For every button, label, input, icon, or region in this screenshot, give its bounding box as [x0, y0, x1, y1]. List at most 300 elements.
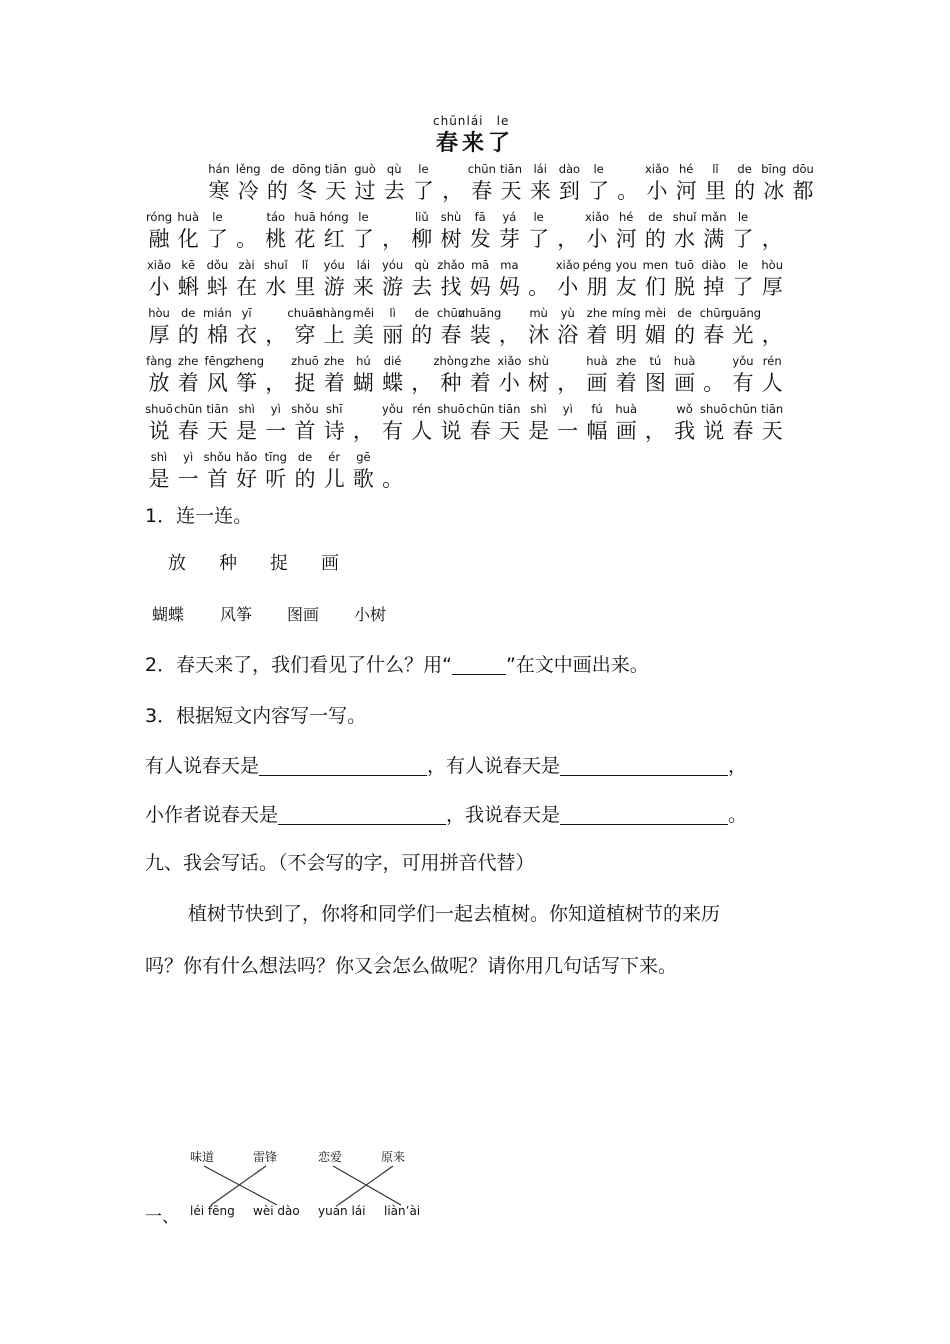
hanzi: 冬 [296, 179, 318, 203]
hanzi: 掉 [703, 275, 725, 299]
hanzi: 的 [411, 323, 433, 347]
passage-line [0, 210, 950, 258]
pinyin: chūn [436, 306, 466, 320]
pinyin: yá [502, 210, 517, 224]
hanzi: 一 [557, 419, 579, 443]
hanzi: ， [761, 227, 783, 251]
title-pinyin-1: chūn [433, 114, 467, 128]
blank-2[interactable] [560, 755, 728, 776]
hanzi: 着 [615, 371, 637, 395]
pinyin: fā [474, 210, 486, 224]
pinyin: de [414, 306, 429, 320]
pinyin: de [648, 210, 663, 224]
pinyin: zhe [323, 354, 345, 368]
hanzi: 了 [528, 227, 550, 251]
hanzi: ， [557, 227, 579, 251]
q3-line2-b: ，我说春天是 [446, 804, 561, 826]
pinyin: hòu [761, 258, 783, 272]
char-cell [320, 402, 348, 450]
hanzi: 听 [265, 467, 287, 491]
pinyin: chuān [287, 306, 323, 320]
pinyin: hóng [319, 210, 349, 224]
hanzi: 明 [615, 323, 637, 347]
q3-line1-c: ， [728, 755, 748, 777]
pinyin: yī [241, 306, 252, 320]
pinyin: rén [412, 402, 432, 416]
hanzi: ， [265, 323, 287, 347]
hanzi: 了 [206, 227, 228, 251]
hanzi: 有 [732, 371, 754, 395]
hanzi: 着 [469, 371, 491, 395]
char-cell [229, 354, 265, 402]
hanzi: 天 [498, 419, 520, 443]
char-cell [409, 162, 437, 210]
hanzi: 花 [294, 227, 316, 251]
pinyin: yì [183, 450, 194, 464]
hanzi: 树 [528, 371, 550, 395]
hanzi: ， [498, 323, 520, 347]
hanzi: 在 [236, 275, 258, 299]
hanzi: 红 [323, 227, 345, 251]
hanzi: ， [352, 419, 374, 443]
pinyin: shì [238, 402, 255, 416]
hanzi: 小 [557, 275, 579, 299]
pinyin: tīng [264, 450, 287, 464]
pinyin: shuǐ [263, 258, 288, 272]
passage-line [0, 354, 950, 402]
hanzi: 种 [440, 371, 462, 395]
pinyin: kē [181, 258, 196, 272]
char-cell [459, 306, 502, 354]
pinyin: yì [562, 402, 573, 416]
line-3 [333, 1166, 401, 1205]
hanzi: 小 [586, 227, 608, 251]
hanzi: ， [442, 179, 464, 203]
passage-line [0, 450, 950, 498]
pinyin: hán [208, 162, 230, 176]
q3-line1-a: 有人说春天是 [145, 755, 260, 777]
pinyin: qù [414, 258, 430, 272]
hanzi: ， [557, 371, 579, 395]
hanzi: 水 [265, 275, 287, 299]
answer-pinyin-4: liàn’ài [384, 1204, 421, 1218]
hanzi: 浴 [557, 323, 579, 347]
hanzi: 去 [411, 275, 433, 299]
hanzi: 画 [615, 419, 637, 443]
pinyin: le [737, 258, 749, 272]
hanzi: 们 [644, 275, 666, 299]
pinyin: shì [150, 450, 168, 464]
pinyin: you [615, 258, 637, 272]
pinyin: fēng [204, 354, 231, 368]
connection-lines [0, 1140, 950, 1230]
hanzi: 天 [325, 179, 347, 203]
hanzi: 天 [500, 179, 522, 203]
pinyin: yǒu [382, 402, 404, 416]
hanzi: 冷 [237, 179, 259, 203]
pinyin: huà [586, 354, 608, 368]
pinyin: tiān [324, 162, 347, 176]
pinyin: chūn [467, 162, 496, 176]
hanzi: 丽 [382, 323, 404, 347]
pinyin: xiǎo [146, 258, 172, 272]
char-cell [671, 354, 699, 402]
answer-word-1: 味道 [190, 1150, 215, 1164]
pinyin: hú [356, 354, 371, 368]
q3-line2-a: 小作者说春天是 [145, 804, 279, 826]
hanzi: 天 [206, 419, 228, 443]
hanzi: 人 [411, 419, 433, 443]
pinyin: le [358, 210, 369, 224]
pinyin: men [642, 258, 669, 272]
passage-line [0, 258, 950, 306]
pinyin: mù [529, 306, 548, 320]
line-1 [204, 1166, 277, 1205]
pinyin: bīng [761, 162, 787, 176]
pinyin: de [737, 162, 752, 176]
hanzi: 了 [732, 227, 754, 251]
hanzi: 蝌 [177, 275, 199, 299]
q2 [145, 651, 649, 679]
q3-line2 [145, 801, 747, 829]
hanzi: 发 [469, 227, 491, 251]
hanzi: ， [265, 371, 287, 395]
noun-2: 风筝 [220, 605, 253, 624]
q1-nouns [152, 604, 386, 626]
pinyin: le [593, 162, 604, 176]
pinyin: shì [530, 402, 547, 416]
hanzi: 桃 [265, 227, 287, 251]
pinyin: tuō [675, 258, 695, 272]
pinyin: de [270, 162, 285, 176]
pinyin: shuǐ [672, 210, 697, 224]
pinyin: hé [679, 162, 694, 176]
hanzi: 儿 [323, 467, 345, 491]
q1-label: 1．连一连。 [145, 505, 253, 527]
hanzi: 的 [644, 227, 666, 251]
hanzi: 游 [323, 275, 345, 299]
hanzi: 满 [703, 227, 725, 251]
hanzi: 蝴 [352, 371, 374, 395]
hanzi: 朋 [586, 275, 608, 299]
pinyin: shǒu [203, 450, 232, 464]
answer-label: 一、 [145, 1207, 179, 1227]
pinyin: xiǎo [584, 210, 610, 224]
hanzi: 捉 [294, 371, 316, 395]
hanzi: 着 [177, 371, 199, 395]
pinyin: péng [582, 258, 612, 272]
hanzi: 。 [617, 179, 639, 203]
passage-line [0, 306, 950, 354]
q3-line1 [145, 752, 747, 780]
pinyin: chūn [466, 402, 495, 416]
pinyin: dié [383, 354, 402, 368]
hanzi: 厚 [148, 323, 170, 347]
pinyin: guò [354, 162, 376, 176]
q3-line2-c: 。 [728, 804, 748, 826]
hanzi: 媚 [644, 323, 666, 347]
passage-line [0, 402, 950, 450]
q9-label: 九、我会写话。（不会写的字，可用拼音代替） [145, 852, 535, 874]
char-cell [203, 210, 231, 258]
hanzi: 春 [732, 419, 754, 443]
pinyin: de [677, 306, 692, 320]
pinyin: diào [701, 258, 727, 272]
hanzi: 好 [236, 467, 258, 491]
hanzi: 妈 [469, 275, 491, 299]
hanzi: 春 [469, 419, 491, 443]
hanzi: 的 [294, 467, 316, 491]
hanzi: 柳 [411, 227, 433, 251]
pinyin: mèi [644, 306, 667, 320]
pinyin: shù [440, 210, 462, 224]
pinyin: zhe [177, 354, 199, 368]
answer-word-4: 原来 [381, 1150, 406, 1164]
pinyin: zhe [586, 306, 608, 320]
hanzi: 的 [734, 179, 756, 203]
hanzi: 美 [352, 323, 374, 347]
answer-word-2: 雷锋 [253, 1150, 278, 1164]
hanzi: 脱 [674, 275, 696, 299]
pinyin: yǒu [732, 354, 754, 368]
hanzi: 沐 [528, 323, 550, 347]
pinyin: hé [619, 210, 634, 224]
hanzi: 妈 [498, 275, 520, 299]
hanzi: 。 [382, 467, 404, 491]
pinyin: zhuāng [459, 306, 502, 320]
hanzi: 上 [323, 323, 345, 347]
q2-underline-sample [452, 654, 506, 675]
passage-title: 春来了 [435, 131, 514, 156]
hanzi: 了 [412, 179, 434, 203]
verb-1: 放 [168, 553, 186, 574]
hanzi: 厚 [761, 275, 783, 299]
q2-before: 2．春天来了，我们看见了什么？用“ [145, 654, 452, 676]
pinyin: tiān [499, 162, 523, 176]
hanzi: 的 [674, 323, 696, 347]
noun-3: 图画 [287, 605, 320, 624]
hanzi: 是 [528, 419, 550, 443]
hanzi: 寒 [208, 179, 230, 203]
hanzi: 河 [615, 227, 637, 251]
pinyin: róng [145, 210, 173, 224]
pinyin: dào [558, 162, 581, 176]
hanzi: 春 [703, 323, 725, 347]
hanzi: 都 [792, 179, 814, 203]
pinyin: yóu [323, 258, 345, 272]
line-2 [211, 1166, 266, 1205]
hanzi: 我 [674, 419, 696, 443]
hanzi: ， [761, 323, 783, 347]
hanzi: 来 [529, 179, 551, 203]
hanzi: 去 [383, 179, 405, 203]
hanzi: 光 [732, 323, 754, 347]
pinyin: chūn [728, 402, 758, 416]
hanzi: 里 [704, 179, 726, 203]
hanzi: 的 [266, 179, 288, 203]
q3-label: 3．根据短文内容写一写。 [145, 705, 367, 727]
q9-body-2: 吗？你有什么想法吗？你又会怎么做呢？请你用几句话写下来。 [145, 955, 678, 977]
title-pinyin-3: le [496, 114, 510, 128]
hanzi: 过 [354, 179, 376, 203]
pinyin: ér [328, 450, 341, 464]
pinyin: dōu [792, 162, 814, 176]
hanzi: 水 [674, 227, 696, 251]
pinyin: huà [615, 402, 637, 416]
hanzi: 了 [588, 179, 610, 203]
pinyin: lǐ [712, 162, 719, 176]
hanzi: 一 [265, 419, 287, 443]
blank-1[interactable] [259, 755, 427, 776]
pinyin: chūn [699, 306, 728, 320]
hanzi: 里 [294, 275, 316, 299]
pinyin: huà [177, 210, 199, 224]
hanzi: 图 [644, 371, 666, 395]
q1-verbs [168, 552, 339, 576]
q9-body-1: 植树节快到了，你将和同学们一起去植树。你知道植树节的来历 [188, 903, 721, 925]
answer-word-3: 恋爱 [318, 1150, 343, 1164]
char-cell [349, 210, 377, 258]
hanzi: 画 [674, 371, 696, 395]
pinyin: hòu [148, 306, 170, 320]
pinyin: de [181, 306, 196, 320]
char-cell [379, 450, 407, 498]
pinyin: huà [673, 354, 696, 368]
hanzi: 了 [352, 227, 374, 251]
pinyin: le [418, 162, 429, 176]
char-cell [758, 354, 786, 402]
hanzi: 说 [703, 419, 725, 443]
pinyin: xiǎo [644, 162, 670, 176]
hanzi: 筝 [236, 371, 258, 395]
pinyin: měi [352, 306, 375, 320]
char-cell [349, 450, 377, 498]
char-cell [758, 210, 786, 258]
pinyin: tiān [206, 402, 229, 416]
pinyin: mǎn [701, 210, 727, 224]
pinyin: ma [500, 258, 519, 272]
hanzi: 首 [206, 467, 228, 491]
char-cell [233, 306, 261, 354]
pinyin: mā [471, 258, 490, 272]
char-cell [612, 402, 640, 450]
pinyin: guāng [724, 306, 762, 320]
hanzi: 来 [352, 275, 374, 299]
pinyin: le [212, 210, 223, 224]
char-cell [758, 258, 786, 306]
pinyin: shàng [316, 306, 352, 320]
char-cell [585, 162, 613, 210]
hanzi: 说 [440, 419, 462, 443]
pinyin: xiǎo [555, 258, 580, 272]
pinyin: zhǎo [437, 258, 465, 272]
pinyin: yì [270, 402, 281, 416]
char-cell [495, 258, 523, 306]
pinyin: lǐ [301, 258, 309, 272]
hanzi: 是 [236, 419, 258, 443]
hanzi: 友 [615, 275, 637, 299]
verb-4: 画 [321, 553, 339, 574]
line-4 [338, 1166, 393, 1205]
hanzi: 歌 [352, 467, 374, 491]
pinyin: shuō [437, 402, 465, 416]
hanzi: 有 [382, 419, 404, 443]
answer-pinyin-2: wèi dào [253, 1204, 300, 1218]
hanzi: 蝶 [382, 371, 404, 395]
hanzi: 画 [586, 371, 608, 395]
hanzi: 风 [206, 371, 228, 395]
hanzi: 装 [469, 323, 491, 347]
hanzi: 冰 [763, 179, 785, 203]
hanzi: 找 [440, 275, 462, 299]
pinyin: míng [611, 306, 641, 320]
char-cell [525, 354, 553, 402]
pinyin: le [737, 210, 749, 224]
hanzi: 游 [382, 275, 404, 299]
hanzi: 的 [177, 323, 199, 347]
char-cell [758, 306, 786, 354]
hanzi: 说 [148, 419, 170, 443]
pinyin: hǎo [235, 450, 258, 464]
char-cell [729, 210, 757, 258]
pinyin: huā [294, 210, 316, 224]
hanzi: 树 [440, 227, 462, 251]
pinyin: yóu [382, 258, 404, 272]
hanzi: 放 [148, 371, 170, 395]
noun-4: 小树 [354, 605, 387, 624]
answer-pinyin-1: léi fēng [190, 1204, 235, 1218]
pinyin: qù [386, 162, 402, 176]
hanzi: 小 [646, 179, 668, 203]
blank-3[interactable] [278, 804, 446, 825]
hanzi: 是 [148, 467, 170, 491]
hanzi: 小 [498, 371, 520, 395]
hanzi: 。 [236, 227, 258, 251]
pinyin: lì [389, 306, 396, 320]
verb-2: 种 [219, 553, 237, 574]
hanzi: 。 [528, 275, 550, 299]
hanzi: 到 [558, 179, 580, 203]
pinyin: tiān [498, 402, 521, 416]
noun-1: 蝴蝶 [152, 605, 185, 624]
hanzi: 幅 [586, 419, 608, 443]
hanzi: ， [382, 227, 404, 251]
pinyin: mián [203, 306, 232, 320]
pinyin: dǒu [206, 258, 229, 272]
pinyin: shuō [699, 402, 728, 416]
verb-3: 捉 [270, 553, 288, 574]
hanzi: 春 [440, 323, 462, 347]
hanzi: 一 [177, 467, 199, 491]
pinyin: zhuō [291, 354, 319, 368]
pinyin: zheng [229, 354, 265, 368]
title-pinyin-2: lái [466, 114, 484, 128]
pinyin: zhe [615, 354, 637, 368]
blank-4[interactable] [560, 804, 728, 825]
pinyin: wǒ [676, 402, 693, 416]
hanzi: 天 [761, 419, 783, 443]
hanzi: 融 [148, 227, 170, 251]
pinyin: rén [762, 354, 782, 368]
char-cell [789, 162, 817, 210]
hanzi: 春 [471, 179, 493, 203]
char-cell [525, 210, 553, 258]
pinyin: tú [649, 354, 662, 368]
pinyin: lái [533, 162, 547, 176]
pinyin: fú [591, 402, 603, 416]
hanzi: 。 [703, 371, 725, 395]
pinyin: shǒu [291, 402, 319, 416]
